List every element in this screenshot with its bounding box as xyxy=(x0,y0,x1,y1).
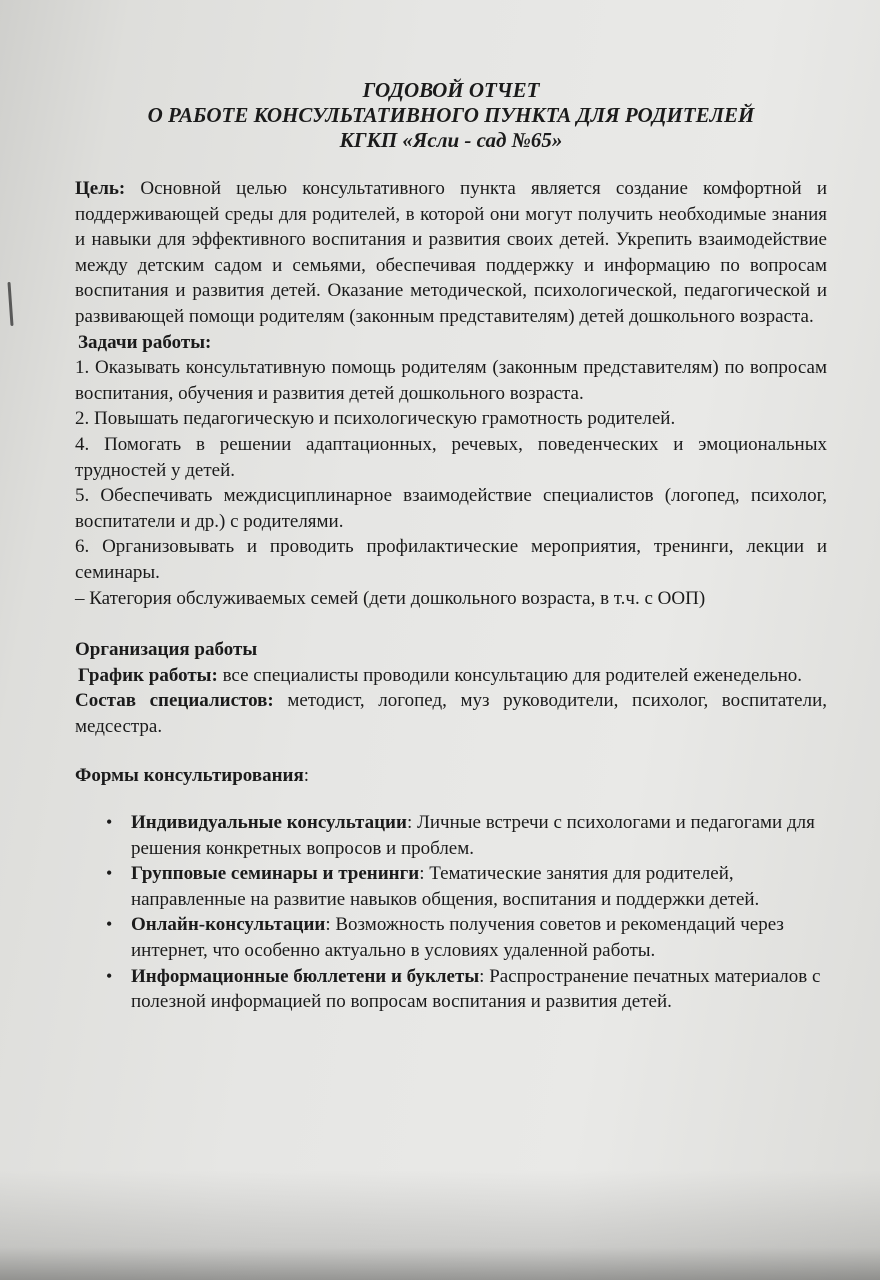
form-text: : Возможность получения советов и рекомендаций через интернет, что особенно актуально в условиях удаленной работы. xyxy=(131,914,784,962)
schedule-text: все специалисты проводили консультацию для родителей еженедельно. xyxy=(217,664,803,686)
forms-heading-text: Формы консультирования xyxy=(75,765,304,787)
bullet-icon: • xyxy=(106,812,113,833)
goal-paragraph xyxy=(75,176,827,330)
goal-label: Цель: xyxy=(75,178,126,199)
task-item: 2. Повышать педагогическую и психологическую грамотность родителей. xyxy=(75,408,676,430)
title-line-1: ГОДОВОЙ ОТЧЕТ xyxy=(362,78,540,102)
list-item xyxy=(106,810,827,861)
form-text: : Распространение печатных материалов с полезной информацией по вопросам воспитания и развития детей. xyxy=(131,965,821,1013)
form-label: Информационные бюллетени и буклеты xyxy=(131,965,480,987)
bullet-icon: • xyxy=(106,965,113,986)
bullet-icon: • xyxy=(106,914,113,935)
staff-label: Состав специалистов: xyxy=(75,690,274,712)
forms-list xyxy=(75,810,827,1015)
form-label: Индивидуальные консультации xyxy=(131,812,407,834)
form-label: Онлайн-консультации xyxy=(131,914,326,936)
task-item: – Категория обслуживаемых семей (дети дошкольного возраста, в т.ч. с ООП) xyxy=(75,587,706,609)
staff-paragraph xyxy=(75,688,827,739)
organization-heading: Организация работы xyxy=(75,639,258,661)
task-item: 4. Помогать в решении адаптационных, речевых, поведенческих и эмоциональных трудностей у детей. xyxy=(75,433,827,481)
tasks-heading: Задачи работы: xyxy=(78,331,212,353)
list-item xyxy=(106,861,827,912)
bullet-icon: • xyxy=(106,863,113,884)
pen-mark xyxy=(7,282,13,326)
form-text: : Личные встречи с психологами и педагогами для решения конкретных вопросов и проблем. xyxy=(131,812,815,859)
schedule-label: График работы: xyxy=(78,664,218,686)
list-item xyxy=(106,912,827,963)
schedule-paragraph xyxy=(75,663,827,689)
form-text: : Тематические занятия для родителей, направленные на развитие навыков общения, воспитания и поддержки детей. xyxy=(131,863,760,910)
task-item: 1. Оказывать консультативную помощь родителям (законным представителям) по вопросам воспитания, обучения и развития детей дошкольного возраста. xyxy=(75,357,827,404)
title-line-2: О РАБОТЕ КОНСУЛЬТАТИВНОГО ПУНКТА ДЛЯ РОДИТЕЛЕЙ xyxy=(147,103,755,127)
title-line-3: КГКП «Ясли - сад №65» xyxy=(339,128,563,152)
forms-heading-colon: : xyxy=(303,765,310,787)
form-label: Групповые семинары и тренинги xyxy=(131,863,420,885)
page-shadow xyxy=(0,1170,880,1280)
goal-text: Основной целью консультативного пункта является создание комфортной и поддерживающей среды для родителей, в которой они могут получить необходимые знания и навыки для эффективного воспитания и развития своих детей. Укрепить взаимодействие между детским садом и семьями, обеспечивая поддержку и информацию по вопросам воспитания и развития детей. Оказание методической, психологической, педагогической и развивающей помощи родителям (законным представителям) детей дошкольного возраста. xyxy=(75,178,827,327)
task-item: 5. Обеспечивать междисциплинарное взаимодействие специалистов (логопед, психолог, воспитатели и др.) с родителями. xyxy=(75,485,827,532)
document-body xyxy=(75,78,827,1015)
staff-text: методист, логопед, муз руководители, психолог, воспитатели, медсестра. xyxy=(75,690,828,737)
task-item: 6. Организовывать и проводить профилактические мероприятия, тренинги, лекции и семинары. xyxy=(75,536,827,583)
forms-heading xyxy=(75,763,827,789)
document-title xyxy=(75,78,827,153)
list-item xyxy=(106,964,827,1015)
